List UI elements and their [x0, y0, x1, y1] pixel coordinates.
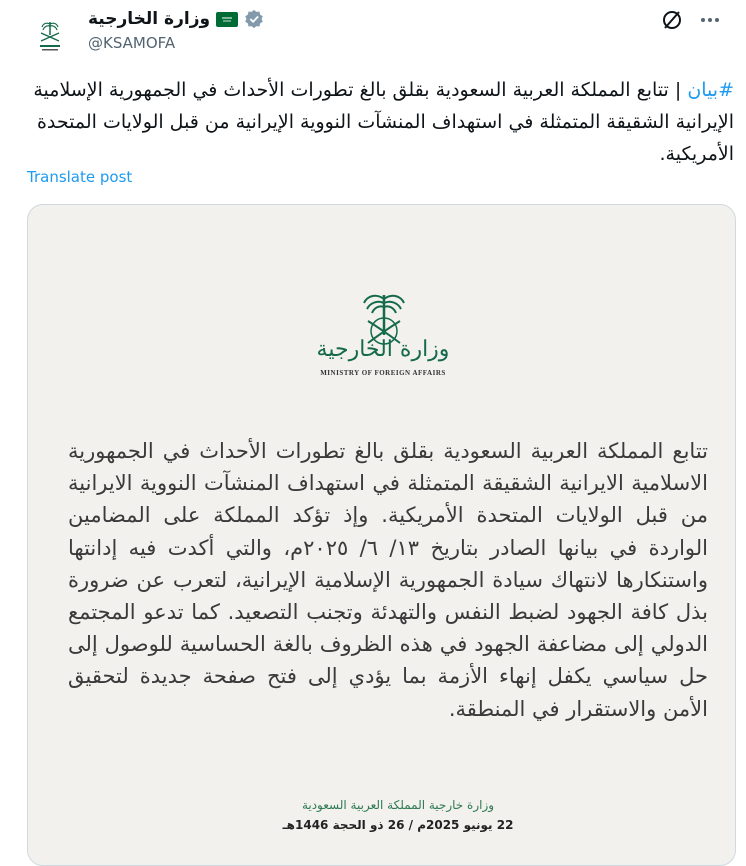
account-handle[interactable]: @KSAMOFA	[88, 34, 176, 52]
translate-post-link[interactable]: Translate post	[27, 168, 133, 186]
statement-date: 22 يونيو 2025م / 26 ذو الحجة 1446هـ	[282, 818, 514, 832]
statement-signature	[268, 795, 528, 835]
avatar[interactable]	[26, 12, 74, 60]
statement-text: تتابع المملكة العربية السعودية بقلق بالغ تطورات الأحداث في الجمهورية الاسلامية الايرانية الشقيقة المتمثلة في استهداف المنشآت النووية الايرانية من قبل الولايات المتحدة الأمريكية. وإذ تؤكد المملكة على المضامين الواردة في بيانها الصادر بتاريخ ١٣/ ٦/ ٢٠٢٥م، والتي أكدت فيه إدانتها واستنكارها لانتهاك سيادة الجمهورية الإسلامية الإيرانية، لتعرب عن ضرورة بذل كافة الجهود لضبط النفس والتهدئة وتجنب التصعيد. كما تدعو المجتمع الدولي إلى مضاعفة الجهود في هذه الظروف بالغة الحساسية للوصول إلى حل سياسي يكفل إنهاء الأزمة بما يؤدي إلى فتح صفحة جديدة لتحقيق الأمن والاستقرار في المنطقة.	[68, 439, 708, 721]
signature-ministry: وزارة خارجية المملكة العربية السعودية	[301, 798, 495, 812]
hashtag-link[interactable]: #بيان	[687, 79, 734, 101]
more-icon[interactable]	[698, 8, 722, 32]
name-line	[88, 6, 388, 32]
post-media-image[interactable]	[27, 204, 736, 866]
ministry-emblem-icon	[33, 19, 67, 53]
post-text	[26, 74, 734, 170]
saudi-flag-icon	[216, 12, 238, 27]
grok-icon[interactable]	[660, 8, 684, 32]
header-actions	[660, 8, 722, 32]
verified-badge-icon[interactable]	[244, 9, 264, 29]
user-block	[88, 6, 388, 52]
post-body: | تتابع المملكة العربية السعودية بقلق بالغ تطورات الأحداث في الجمهورية الإسلامية الإيرانية الشقيقة المتمثلة في استهداف المنشآت النووية الإيرانية من قبل الولايات المتحدة الأمريكية.	[33, 79, 734, 165]
post-header	[0, 6, 746, 66]
display-name[interactable]: وزارة الخارجية	[88, 9, 211, 29]
ministry-logo-arabic: وزارة الخارجية	[316, 337, 450, 362]
ministry-logo-english: MINISTRY OF FOREIGN AFFAIRS	[320, 369, 446, 377]
